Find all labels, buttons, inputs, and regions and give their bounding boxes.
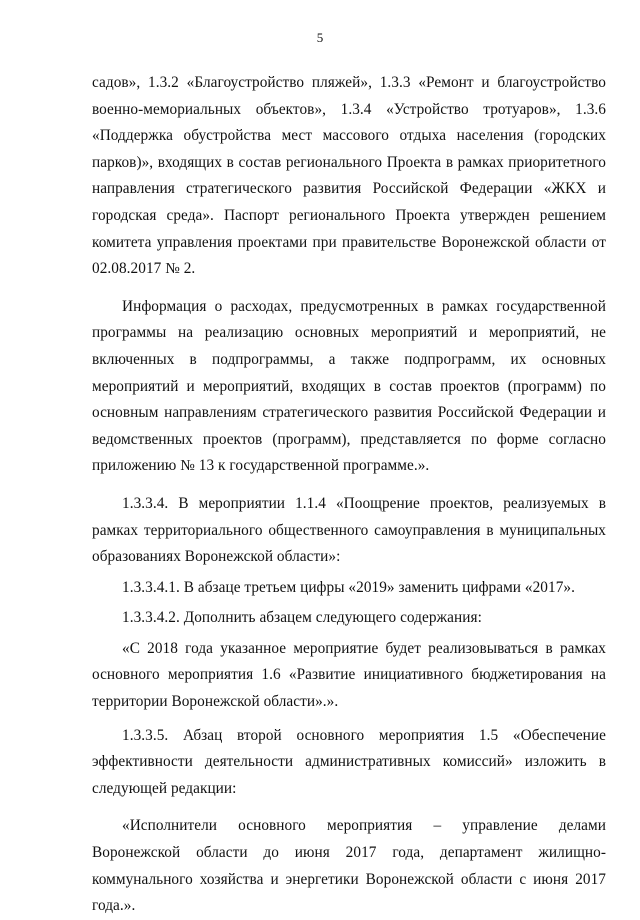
document-body <box>92 70 606 920</box>
paragraph-item-1-3-3-5: 1.3.3.5. Абзац второй основного мероприятия 1.5 «Обеспечение эффективности деятельности административных комиссий» изложить в следующей редакции: <box>92 726 606 797</box>
paragraph-item-1-3-3-4: 1.3.3.4. В мероприятии 1.1.4 «Поощрение проектов, реализуемых в рамках территориального общественного самоуправления в муниципальных образованиях Воронежской области»: <box>92 494 606 566</box>
paragraph-quoted-addition: «С 2018 года указанное мероприятие будет реализовываться в рамках основного мероприятия 1.6 «Развитие инициативного бюджетирования на территории Воронежской области».». <box>92 639 606 711</box>
paragraph-continuation: садов», 1.3.2 «Благоустройство пляжей», 1.3.3 «Ремонт и благоустройство военно-мемориальных объектов», 1.3.4 «Устройство тротуаров», 1.3.6 «Поддержка обустройства мест массового отдыха населения (городских парков)», входящих в состав регионального Проекта в рамках приоритетного направления стратегического развития Российской Федерации «ЖКХ и городская среда». Паспорт регионального Проекта утвержден решением комитета управления проектами при правительстве Воронежской области от 02.08.2017 № 2. <box>92 74 606 278</box>
paragraph-quoted-executors: «Исполнители основного мероприятия – управление делами Воронежской области до июня 2017 года, департамент жилищно-коммунального хозяйства и энергетики Воронежской области с июня 2017 года.». <box>92 817 606 915</box>
paragraph-item-1-3-3-4-1: 1.3.3.4.1. В абзаце третьем цифры «2019» заменить цифрами «2017». <box>122 578 575 596</box>
paragraph-item-1-3-3-4-2: 1.3.3.4.2. Дополнить абзацем следующего содержания: <box>122 609 482 627</box>
paragraph-expenses-info: Информация о расходах, предусмотренных в рамках государственной программы на реализацию основных мероприятий и мероприятий, не включенных в подпрограммы, а также подпрограмм, их основных мероприятий и мероприятий, входящих в состав проектов (программ) по основным направлениям стратегического развития Российской Федерации и ведомственных проектов (программ), представляется по форме согласно приложению № 13 к государственной программе.». <box>92 297 606 475</box>
page-number: 5 <box>316 30 324 45</box>
